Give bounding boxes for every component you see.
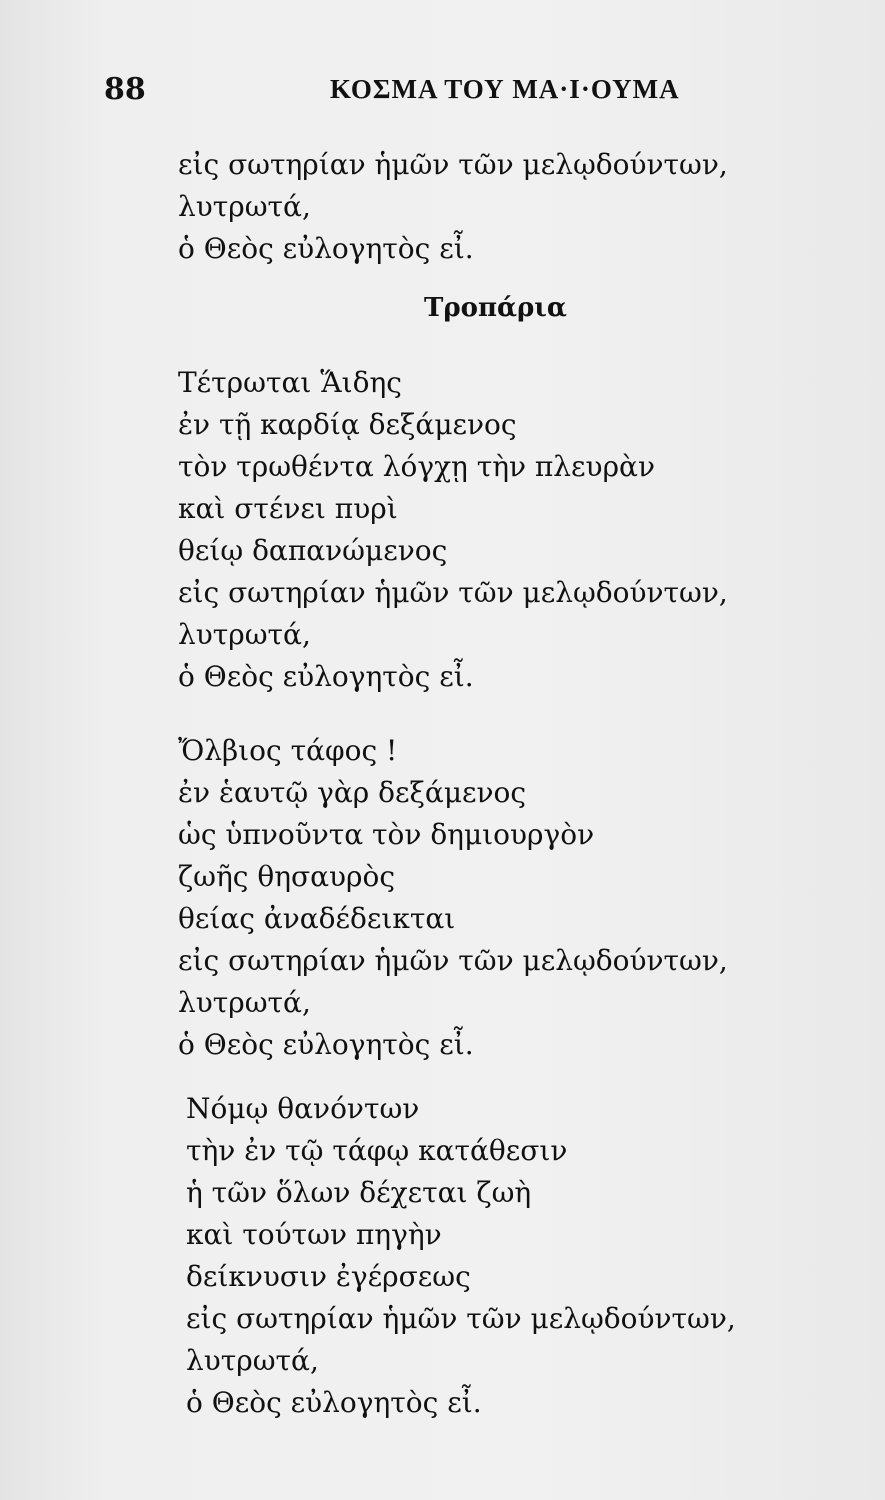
verse-line: ὁ Θεὸς εὐλογητὸς εἶ. — [178, 660, 474, 693]
verse-line: Ὄλβιος τάφος ! — [178, 734, 398, 767]
verse-line: εἰς σωτηρίαν ἡμῶν τῶν μελῳδούντων, — [178, 944, 728, 977]
verse-line: θείας ἀναδέδεικται — [178, 902, 456, 935]
verse-line: λυτρωτά, — [178, 986, 311, 1019]
verse-line: καὶ τούτων πηγὴν — [186, 1218, 442, 1251]
verse-line: ζωῆς θησαυρὸς — [178, 860, 396, 893]
verse-line: Νόμῳ θανόντων — [186, 1092, 420, 1125]
verse-line: λυτρωτά, — [178, 190, 311, 223]
page-header — [104, 72, 784, 116]
verse-line: ὡς ὑπνοῦντα τὸν δημιουργὸν — [178, 818, 595, 851]
verse-line: ὁ Θεὸς εὐλογητὸς εἶ. — [186, 1386, 482, 1419]
section-title: Τροπάρια — [424, 293, 567, 323]
stanza-2 — [178, 730, 818, 1066]
verse-line: δείκνυσιν ἐγέρσεως — [186, 1260, 471, 1293]
verse-line: τὸν τρωθέντα λόγχῃ τὴν πλευρὰν — [178, 450, 655, 483]
page-number: 88 — [104, 72, 146, 107]
verse-line: ὁ Θεὸς εὐλογητὸς εἶ. — [178, 232, 474, 265]
verse-line: εἰς σωτηρίαν ἡμῶν τῶν μελῳδούντων, — [186, 1302, 736, 1335]
verse-line: λυτρωτά, — [178, 618, 311, 651]
running-head: ΚΟΣΜΑ ΤΟΥ ΜΑ·Ι·ΟΥΜΑ — [330, 74, 680, 104]
verse-line: Τέτρωται Ἅιδης — [178, 366, 402, 399]
intro-refrain — [178, 144, 818, 270]
verse-line: λυτρωτά, — [186, 1344, 319, 1377]
verse-line: ἐν τῇ καρδίᾳ δεξάμενος — [178, 408, 517, 441]
verse-line: εἰς σωτηρίαν ἡμῶν τῶν μελῳδούντων, — [178, 148, 728, 181]
verse-line: ἡ τῶν ὅλων δέχεται ζωὴ — [186, 1176, 532, 1209]
verse-line: ἐν ἑαυτῷ γὰρ δεξάμενος — [178, 776, 527, 809]
stanza-1 — [178, 362, 818, 698]
verse-line: εἰς σωτηρίαν ἡμῶν τῶν μελῳδούντων, — [178, 576, 728, 609]
verse-line: θείῳ δαπανώμενος — [178, 534, 448, 567]
stanza-3 — [186, 1088, 826, 1424]
verse-line: καὶ στένει πυρὶ — [178, 492, 398, 525]
verse-line: ὁ Θεὸς εὐλογητὸς εἶ. — [178, 1028, 474, 1061]
verse-line: τὴν ἐν τῷ τάφῳ κατάθεσιν — [186, 1134, 568, 1167]
